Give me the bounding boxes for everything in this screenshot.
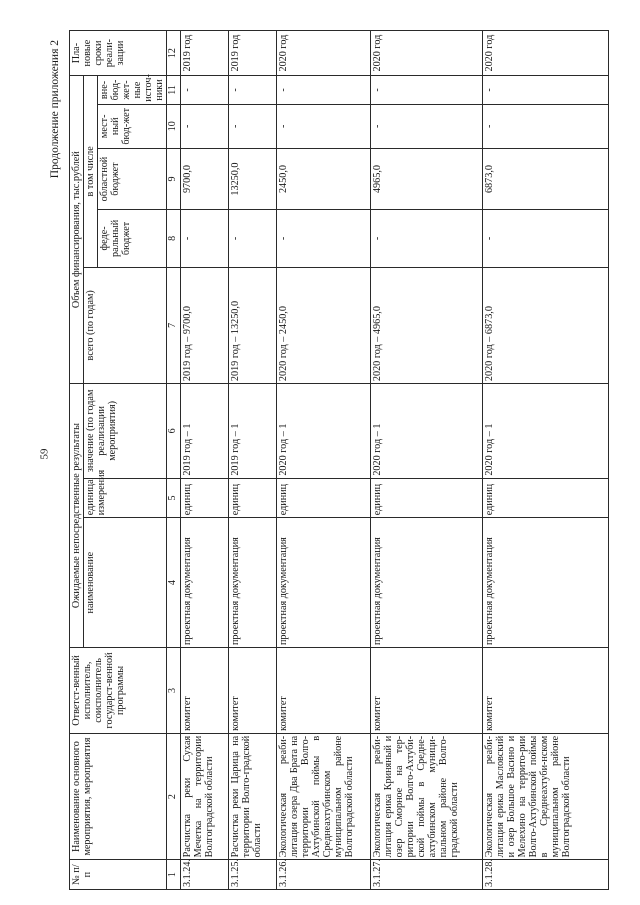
row-responsible: комитет: [276, 648, 370, 734]
row-responsible: комитет: [228, 648, 276, 734]
column-number: 6: [167, 384, 181, 479]
column-number: 5: [167, 478, 181, 518]
row-total: 2020 год – 6873,0: [482, 267, 608, 384]
row-unit: единиц: [180, 478, 228, 518]
header-finance-group: Объем финансирования, тыс.рублей: [70, 76, 84, 384]
row-total: 2020 год – 4965,0: [370, 267, 482, 384]
row-term: 2020 год: [482, 31, 608, 76]
row-regional: 13250,0: [228, 148, 276, 210]
header-num: № п/п: [70, 860, 167, 890]
row-unit: единиц: [370, 478, 482, 518]
row-term: 2020 год: [370, 31, 482, 76]
header-results-group: Ожидаемые непосредственные результаты: [70, 384, 84, 648]
header-federal: феде-ральный бюджет: [98, 210, 167, 267]
column-number: 11: [167, 76, 181, 105]
row-total: 2019 год – 9700,0: [180, 267, 228, 384]
header-local: мест-ный бюд-жет: [98, 104, 167, 148]
row-activity-name: Экологическая реаби-литация ерика Масловский и озер Большое Васино и Мелехино на террито-рии Волго-Ахтубинской поймы в Среднеахтуби-нском муниципальном районе Волгоградской области: [482, 733, 608, 859]
row-extra: -: [228, 76, 276, 105]
header-value: значение (по годам реализации мероприятия): [84, 384, 167, 479]
row-value: 2019 год – 1: [228, 384, 276, 479]
header-term: Пла-новые сроки реали-зации: [70, 31, 167, 76]
row-responsible: комитет: [370, 648, 482, 734]
row-responsible: комитет: [180, 648, 228, 734]
header-name: Наименование основного мероприятия, мероприятия: [70, 733, 167, 859]
row-value: 2019 год – 1: [180, 384, 228, 479]
row-value: 2020 год – 1: [276, 384, 370, 479]
column-number: 9: [167, 148, 181, 210]
table-row: [276, 31, 370, 890]
row-value: 2020 год – 1: [370, 384, 482, 479]
row-term: 2020 год: [276, 31, 370, 76]
row-federal: -: [276, 210, 370, 267]
row-value: 2020 год – 1: [482, 384, 608, 479]
column-number: 3: [167, 648, 181, 734]
row-regional: 2450,0: [276, 148, 370, 210]
row-local: -: [482, 104, 608, 148]
row-result-name: проектная документация: [180, 518, 228, 648]
appendix-caption: Продолжение приложения 2: [49, 40, 61, 179]
row-number: 3.1.28.: [482, 860, 608, 890]
header-row-1: [70, 31, 84, 890]
row-local: -: [180, 104, 228, 148]
header-regional: областной бюджет: [98, 148, 167, 210]
row-number: 3.1.27.: [370, 860, 482, 890]
table-row: [482, 31, 608, 890]
table-row: [228, 31, 276, 890]
header-responsible: Ответст-венный исполнитель, соисполнитель государст-венной программы: [70, 648, 167, 734]
table-row: [370, 31, 482, 890]
header-unit: единица измерения: [84, 478, 167, 518]
row-result-name: проектная документация: [482, 518, 608, 648]
column-number: 1: [167, 860, 181, 890]
row-local: -: [228, 104, 276, 148]
row-federal: -: [180, 210, 228, 267]
row-total: 2020 год – 2450,0: [276, 267, 370, 384]
row-total: 2019 год – 13250,0: [228, 267, 276, 384]
rotated-page: [45, 30, 635, 890]
row-activity-name: Экологическая реаби-литация озера Два Брата на территории Волго-Ахтубинской поймы в Среднеахтубинском муниципальном районе Волгоградской области: [276, 733, 370, 859]
row-responsible: комитет: [482, 648, 608, 734]
row-number: 3.1.26.: [276, 860, 370, 890]
header-incl-group: в том числе: [84, 76, 98, 267]
row-unit: единиц: [276, 478, 370, 518]
page-number: 59: [38, 448, 51, 460]
row-regional: 6873,0: [482, 148, 608, 210]
row-number: 3.1.25.: [228, 860, 276, 890]
row-extra: -: [276, 76, 370, 105]
column-number: 2: [167, 733, 181, 859]
column-number: 10: [167, 104, 181, 148]
row-term: 2019 год: [180, 31, 228, 76]
column-number: 8: [167, 210, 181, 267]
table-row: [180, 31, 228, 890]
row-local: -: [370, 104, 482, 148]
row-term: 2019 год: [228, 31, 276, 76]
column-number: 12: [167, 31, 181, 76]
row-regional: 4965,0: [370, 148, 482, 210]
row-regional: 9700,0: [180, 148, 228, 210]
row-activity-name: Расчистка реки Царица на территории Волго-градской области: [228, 733, 276, 859]
column-number: 4: [167, 518, 181, 648]
row-extra: -: [370, 76, 482, 105]
row-unit: единиц: [482, 478, 608, 518]
row-activity-name: Экологическая реаби-литация ерика Криняный и озер Сморное на тер-ритории Волго-Ахтуби-ской поймы в Средне-ахтубинском муници-пальном районе Волго-градской области: [370, 733, 482, 859]
row-result-name: проектная документация: [276, 518, 370, 648]
row-extra: -: [482, 76, 608, 105]
row-result-name: проектная документация: [228, 518, 276, 648]
header-extra: вне-бюд-жет-ные источ-ники: [98, 76, 167, 105]
row-federal: -: [370, 210, 482, 267]
row-number: 3.1.24.: [180, 860, 228, 890]
column-number-row: [167, 31, 181, 890]
row-extra: -: [180, 76, 228, 105]
row-local: -: [276, 104, 370, 148]
funding-table: [69, 30, 609, 890]
header-result-name: наименование: [84, 518, 167, 648]
row-federal: -: [482, 210, 608, 267]
row-result-name: проектная документация: [370, 518, 482, 648]
header-total: всего (по годам): [84, 267, 167, 384]
row-unit: единиц: [228, 478, 276, 518]
row-federal: -: [228, 210, 276, 267]
row-activity-name: Расчистка реки Сухая Мечетка на территории Волгоградской области: [180, 733, 228, 859]
column-number: 7: [167, 267, 181, 384]
